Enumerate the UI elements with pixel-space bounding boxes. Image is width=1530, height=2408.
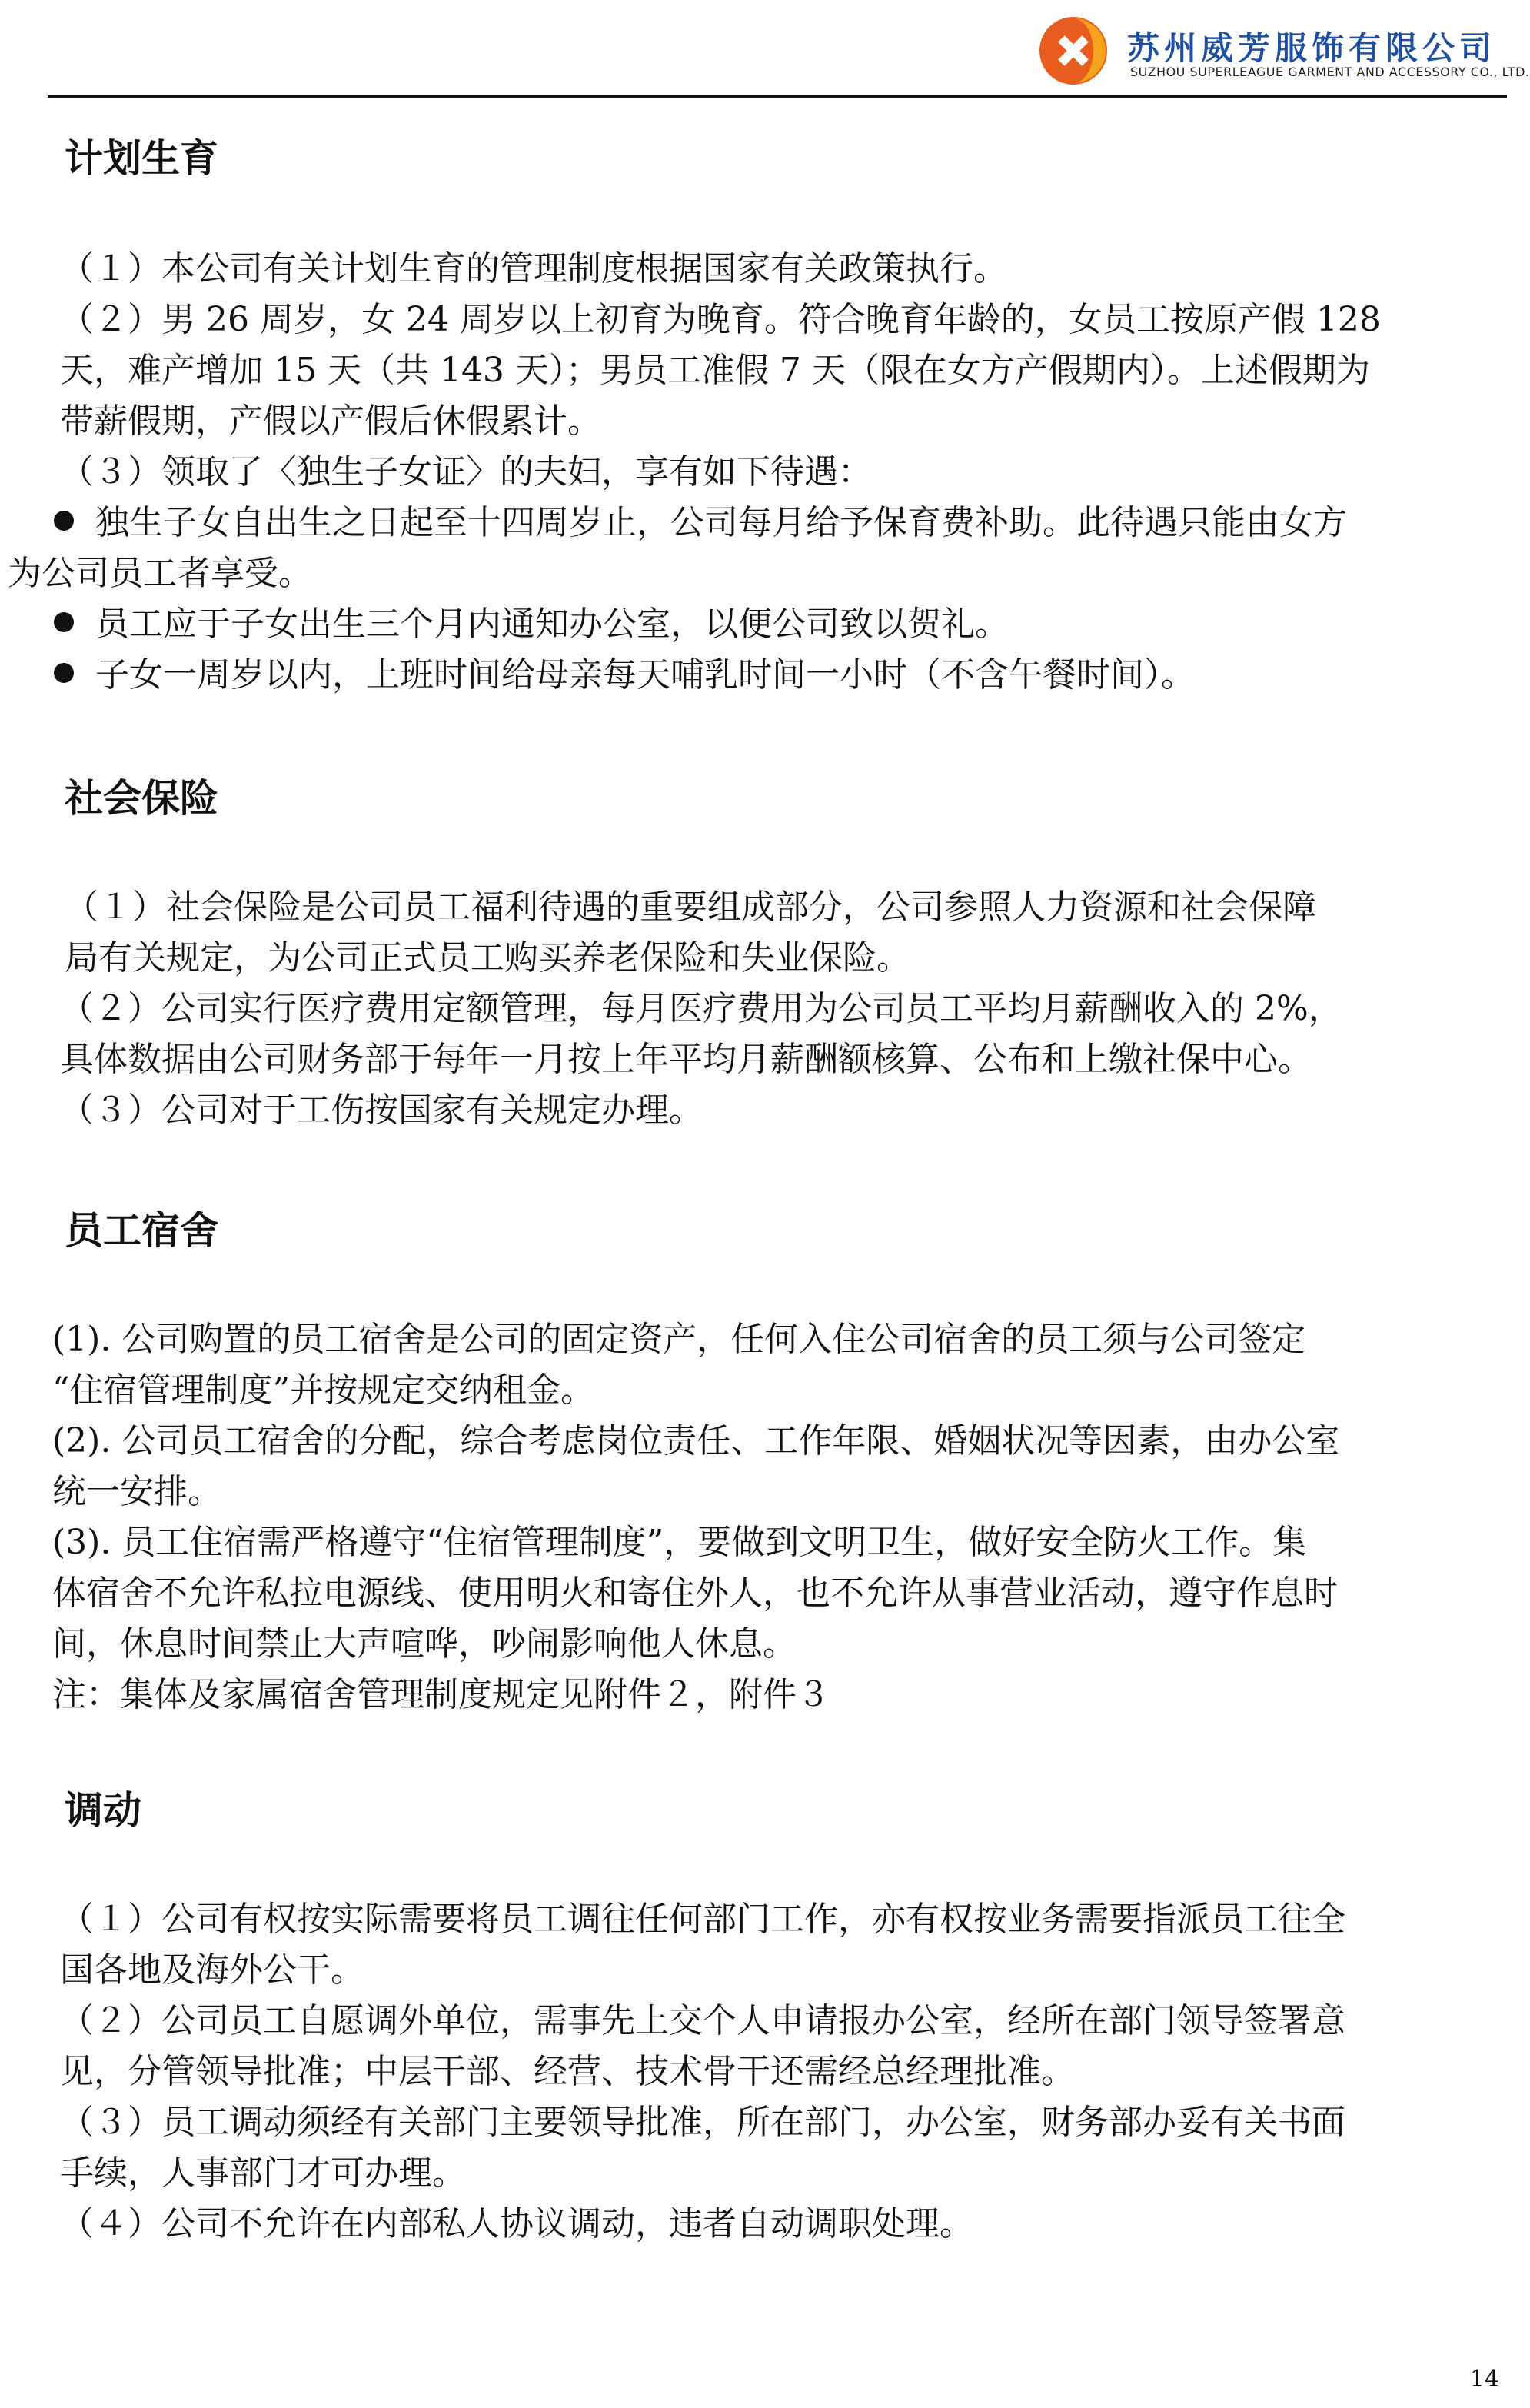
bullet-text: 子女一周岁以内，上班时间给母亲每天哺乳时间一小时（不含午餐时间）。 [95,655,1195,694]
paragraph-line: 见，分管领导批准；中层干部、经营、技术骨干还需经总经理批准。 [60,2052,1075,2091]
paragraph-line: 带薪假期，产假以产假后休假累计。 [60,401,601,441]
paragraph-line: (3). 员工住宿需严格遵守“住宿管理制度”，要做到文明卫生，做好安全防火工作。集 [52,1523,1307,1562]
bullet-text: 独生子女自出生之日起至十四周岁止，公司每月给予保育费补助。此待遇只能由女方 [95,503,1347,542]
paragraph-line: 局有关规定，为公司正式员工购买养老保险和失业保险。 [65,938,910,978]
paragraph-line: （３）领取了〈独生子女证〉的夫妇，享有如下待遇： [60,452,872,491]
paragraph-line: (2). 公司员工宿舍的分配，综合考虑岗位责任、工作年限、婚姻状况等因素，由办公室 [52,1421,1340,1460]
paragraph-line: （１）公司有权按实际需要将员工调往任何部门工作，亦有权按业务需要指派员工往全 [60,1900,1345,1939]
paragraph-line: 为公司员工者享受。 [8,554,312,593]
paragraph-line: 手续，人事部门才可办理。 [60,2153,466,2193]
company-name-cn: 苏州威芳服饰有限公司 [1127,29,1497,67]
bullet-text: 员工应于子女出生三个月内通知办公室，以便公司致以贺礼。 [95,604,1009,644]
section-title-social-insurance: 社会保险 [65,776,218,821]
paragraph-line: （１）社会保险是公司员工福利待遇的重要组成部分，公司参照人力资源和社会保障 [65,888,1316,927]
bullet-item [54,601,1009,648]
company-logo-icon [1036,14,1110,88]
paragraph-line: （１）本公司有关计划生育的管理制度根据国家有关政策执行。 [60,249,1007,288]
paragraph-line: 统一安排。 [52,1472,221,1511]
paragraph-line: 具体数据由公司财务部于每年一月按上年平均月薪酬额核算、公布和上缴社保中心。 [60,1040,1312,1079]
company-name-en: SUZHOU SUPERLEAGUE GARMENT AND ACCESSORY CO., LTD. [1130,65,1530,79]
section-title-dormitory: 员工宿舍 [65,1208,218,1253]
paragraph-line: 体宿舍不允许私拉电源线、使用明火和寄住外人，也不允许从事营业活动，遵守作息时 [52,1574,1338,1613]
paragraph-line: （３）公司对于工伤按国家有关规定办理。 [60,1091,703,1130]
header-divider [48,95,1507,98]
paragraph-line: （２）男 26 周岁，女 24 周岁以上初育为晚育。符合晚育年龄的，女员工按原产假 128 [60,300,1381,339]
paragraph-line: 间，休息时间禁止大声喧哗，吵闹影响他人休息。 [52,1624,797,1664]
paragraph-line: 国各地及海外公干。 [60,1950,364,1990]
note-line: 注：集体及家属宿舍管理制度规定见附件２，附件３ [52,1675,830,1714]
paragraph-line: (1). 公司购置的员工宿舍是公司的固定资产，任何入住公司宿舍的员工须与公司签定 [52,1320,1306,1359]
bullet-icon [54,511,74,531]
section-title-family-planning: 计划生育 [65,136,218,181]
paragraph-line: （２）公司实行医疗费用定额管理，每月医疗费用为公司员工平均月薪酬收入的 2%， [60,989,1342,1028]
bullet-icon [54,612,74,632]
paragraph-line: （２）公司员工自愿调外单位，需事先上交个人申请报办公室，经所在部门领导签署意 [60,2001,1345,2040]
page-header [0,0,1530,100]
paragraph-line: （３）员工调动须经有关部门主要领导批准，所在部门，办公室，财务部办妥有关书面 [60,2103,1345,2142]
bullet-icon [54,663,74,683]
bullet-item [54,652,1195,698]
page-number: 14 [1469,2366,1499,2393]
paragraph-line: “住宿管理制度”并按规定交纳租金。 [52,1371,594,1410]
paragraph-line: （４）公司不允许在内部私人协议调动，违者自动调职处理。 [60,2204,973,2243]
paragraph-line: 天，难产增加 15 天（共 143 天）；男员工准假 7 天（限在女方产假期内）。上述假期为 [60,351,1370,390]
section-title-transfer: 调动 [65,1788,141,1833]
bullet-item [54,500,1347,546]
